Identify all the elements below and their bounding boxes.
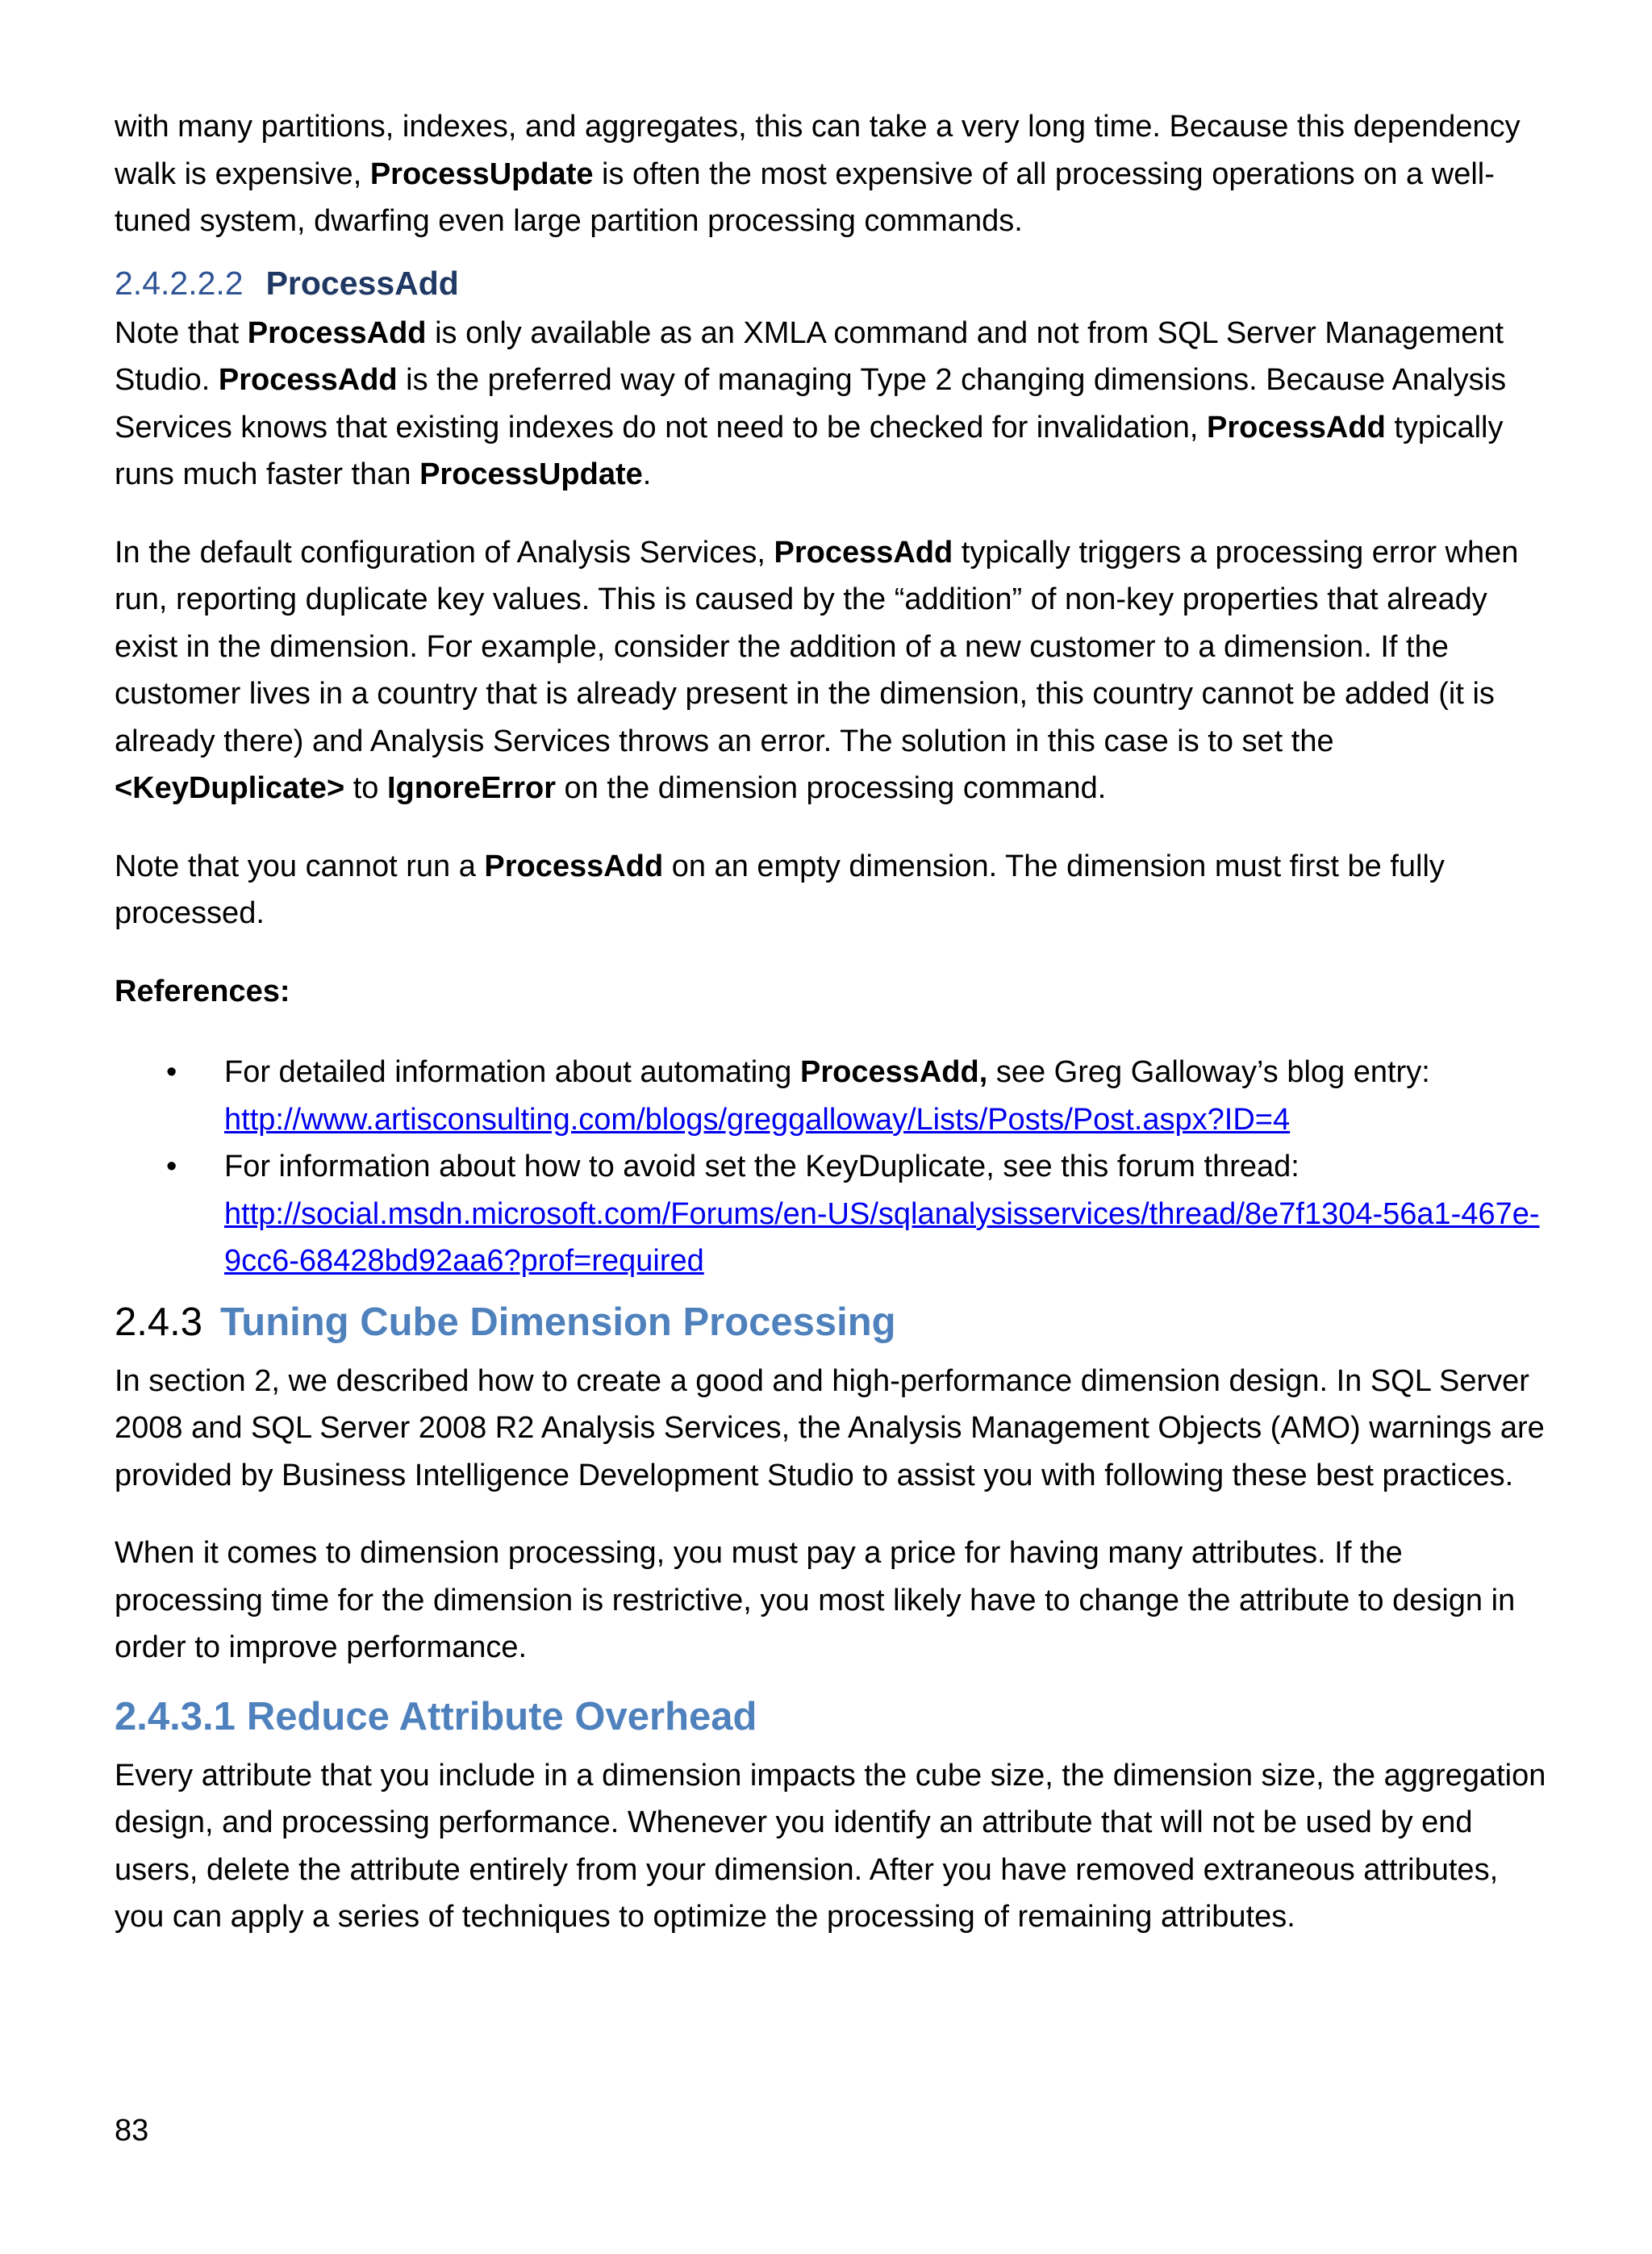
text-run: with many partitions, indexes, and aggregates, this can take a very long time. Because this dependency walk is expensive,	[115, 110, 1521, 191]
text-run: .	[642, 457, 652, 491]
heading-title: Reduce Attribute Overhead	[246, 1694, 757, 1739]
reduce-paragraph: Every attribute that you include in a dimension impacts the cube size, the dimension size, the aggregation design, and processing performance. Whenever you identify an attribute that will not be used by end users, delete the attribute entirely from your dimension. After you have removed extraneous attributes, you can apply a series of techniques to optimize the processing of remaining attributes.	[115, 1758, 1546, 1934]
heading-title: Tuning Cube Dimension Processing	[219, 1300, 896, 1344]
heading-title: ProcessAdd	[265, 264, 459, 302]
text-run: For detailed information about automating	[224, 1055, 800, 1089]
bullet-icon: •	[166, 1150, 177, 1183]
bold-term: ProcessAdd	[484, 849, 664, 883]
processadd-paragraph-3	[115, 843, 1550, 937]
reference-item	[115, 1049, 1550, 1143]
text-run: For information about how to avoid set the KeyDuplicate, see this forum thread:	[224, 1150, 1299, 1183]
bold-term: ProcessAdd	[247, 315, 427, 350]
bold-term: ProcessAdd,	[799, 1055, 988, 1089]
text-run: In the default configuration of Analysis Services,	[115, 535, 774, 570]
heading-number: 2.4.2.2.2	[115, 264, 244, 302]
text-run: Note that	[115, 315, 248, 350]
bold-term: ProcessUpdate	[419, 457, 643, 491]
text-run: is only available as an XMLA command and not from SQL Server Management Studio.	[115, 315, 1504, 397]
intro-paragraph	[115, 103, 1550, 245]
document-page	[115, 103, 1550, 1941]
text-run: Note that you cannot run a	[115, 849, 485, 883]
reference-link-forum[interactable]: http://social.msdn.microsoft.com/Forums/en-US/sqlanalysisservices/thread/8e7f1304-56a1-467e-9cc6-68428bd92aa6?prof=required	[224, 1196, 1540, 1278]
bold-term: ProcessAdd	[1207, 410, 1386, 445]
references-list	[115, 1049, 1550, 1285]
text-run: typically triggers a processing error when run, reporting duplicate key values. This is caused by the “addition” of non-key properties that already exist in the dimension. For example, consider the addition of a new customer to a dimension. If the customer lives in a country that is already present in the dimension, this country cannot be added (it is already there) and Analysis Services throws an error. The solution in this case is to set the	[115, 535, 1519, 758]
text-run: on the dimension processing command.	[556, 771, 1107, 805]
processadd-paragraph-2	[115, 529, 1550, 812]
heading-reduce-attribute-overhead	[115, 1681, 1550, 1752]
bullet-icon: •	[166, 1055, 177, 1089]
tuning-paragraph-1: In section 2, we described how to create a good and high-performance dimension design. In SQL Server 2008 and SQL Server 2008 R2 Analysis Services, the Analysis Management Objects (AMO) warnings are provided by Business Intelligence Development Studio to assist you with following these best practices.	[115, 1363, 1545, 1492]
text-run: to	[344, 771, 387, 805]
reference-item	[115, 1143, 1550, 1285]
text-run: is often the most expensive of all processing operations on a well-tuned system, dwarfing even large partition processing commands.	[115, 157, 1495, 238]
heading-number: 2.4.3.1	[115, 1694, 236, 1739]
bold-term: ProcessAdd	[218, 363, 398, 397]
bold-term: IgnoreError	[386, 771, 556, 805]
text-run: on an empty dimension. The dimension must first be fully processed.	[115, 849, 1445, 930]
page-number: 83	[115, 2114, 149, 2148]
reference-link-blog[interactable]: http://www.artisconsulting.com/blogs/greggalloway/Lists/Posts/Post.aspx?ID=4	[224, 1102, 1291, 1137]
text-run: typically runs much faster than	[115, 410, 1504, 491]
heading-processadd	[115, 257, 1550, 310]
heading-tuning-cube-dimension-processing	[115, 1287, 1550, 1358]
bold-term: <KeyDuplicate>	[115, 771, 345, 805]
references-label: References:	[115, 974, 290, 1008]
processadd-paragraph-1	[115, 310, 1550, 499]
heading-number: 2.4.3	[115, 1300, 202, 1344]
bold-term: ProcessUpdate	[369, 157, 594, 191]
text-run: is the preferred way of managing Type 2 changing dimensions. Because Analysis Services knows that existing indexes do not need to be checked for invalidation,	[115, 363, 1507, 445]
text-run: see Greg Galloway’s blog entry:	[987, 1055, 1430, 1089]
bold-term: ProcessAdd	[774, 535, 953, 570]
tuning-paragraph-2: When it comes to dimension processing, you must pay a price for having many attributes. If the processing time for the dimension is restrictive, you most likely have to change the attribute to design in order to improve performance.	[115, 1536, 1516, 1664]
